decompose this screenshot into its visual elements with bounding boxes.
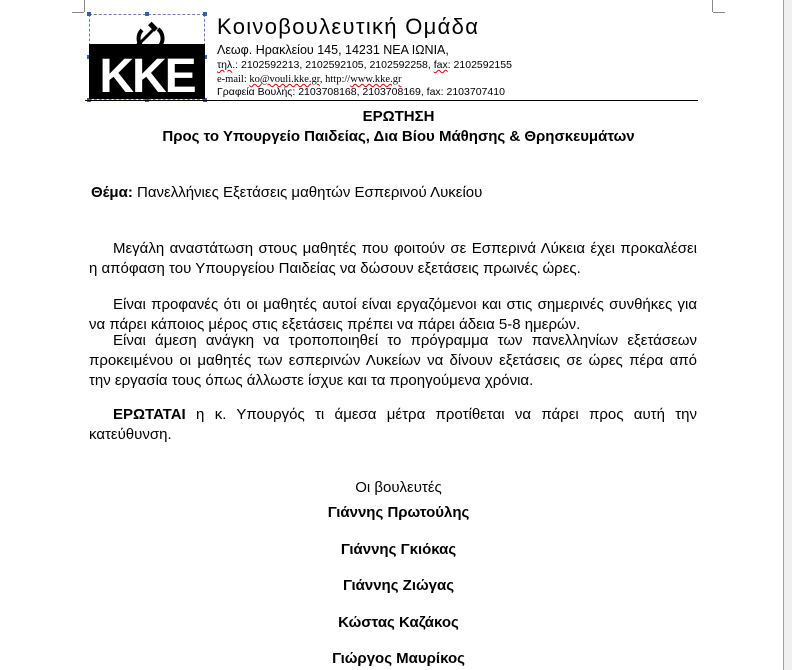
mp-name: Γιάννης Γκιόκας [340, 541, 457, 558]
kke-party-logo[interactable] [89, 14, 205, 100]
vertical-scrollbar[interactable] [784, 0, 792, 670]
recipient-line: Προς το Υπουργείο Παιδείας, Δια Βίου Μάθησης & Θρησκευμάτων [162, 128, 635, 145]
mp-name: Γιώργος Μαυρίκος [332, 650, 465, 667]
document-type: ΕΡΩΤΗΣΗ [362, 108, 435, 125]
contact-line [217, 74, 401, 85]
phone-line [217, 59, 512, 71]
question-label: ΕΡΩΤΑΤΑΙ [113, 406, 186, 423]
email-link[interactable]: ko@vouli.kke.gr [249, 74, 320, 85]
letterhead-rule [85, 100, 698, 101]
subject-line [91, 184, 482, 201]
subject-label: Θέμα: [91, 184, 133, 201]
web-label: , http:// [319, 74, 351, 85]
subject-text: Πανελλήνιες Εξετάσεις μαθητών Εσπερινού Λυκείου [132, 184, 483, 201]
page-corner-mark [712, 0, 713, 12]
logo-text: KKE [99, 50, 195, 100]
fax-number: : 2102592155 [447, 59, 512, 71]
group-name: Κοινοβουλευτική Ομάδα [217, 14, 480, 39]
fax-label: fax [433, 59, 448, 71]
address-line: Λεωφ. Ηρακλείου 145, 14231 ΝΕΑ ΙΩΝΙΑ, [217, 43, 449, 57]
body-paragraph: Είναι προφανές ότι οι μαθητές αυτοί είναι εργαζόμενοι και στις σημερινές συνθήκες για να πάρει κάποιος μέρος στις εξετάσεις πρέπει να πάρει άδεια 5-8 ημερών. [89, 296, 697, 333]
web-link[interactable]: www.kke.gr [350, 74, 402, 85]
phone-prefix: τηλ [217, 59, 233, 71]
question-paragraph [89, 405, 697, 445]
mps-label: Οι βουλευτές [355, 479, 442, 496]
mp-name: Γιάννης Ζιώγας [342, 577, 455, 594]
page-corner-mark [72, 12, 84, 13]
mp-name: Κώστας Καζάκος [338, 614, 459, 631]
body-paragraph: Είναι άμεση ανάγκη να τροποποιηθεί το πρόγραμμα των πανελληνίων εξετάσεων προκειμένου οι μαθητές των εσπερινών Λυκείων να δίνουν εξετάσεις σε ώρες πέρα από την εργασία τους όπως άλλωστε ίσχυε και τα προηγούμενα χρόνια. [89, 332, 697, 389]
phone-numbers: .: 2102592213, 2102592105, 2102592258, [232, 59, 434, 71]
page-corner-mark [84, 0, 85, 12]
email-label: e-mail: [217, 74, 250, 85]
question-text: η κ. Υπουργός τι άμεσα μέτρα προτίθεται να πάρει προς αυτή την κατεύθυνση. [89, 406, 697, 443]
office-phones-line: Γραφεία Βουλής: 2103708168, 2103708169, fax: 2103707410 [217, 86, 505, 98]
body-paragraph: Μεγάλη αναστάτωση στους μαθητές που φοιτούν σε Εσπερινά Λύκεια έχει προκαλέσει η απόφαση του Υπουργείου Παιδείας να δώσουν εξετάσεις πρωινές ώρες. [89, 240, 697, 277]
mp-name: Γιάννης Πρωτούλης [327, 504, 470, 521]
page-corner-mark [713, 12, 725, 13]
